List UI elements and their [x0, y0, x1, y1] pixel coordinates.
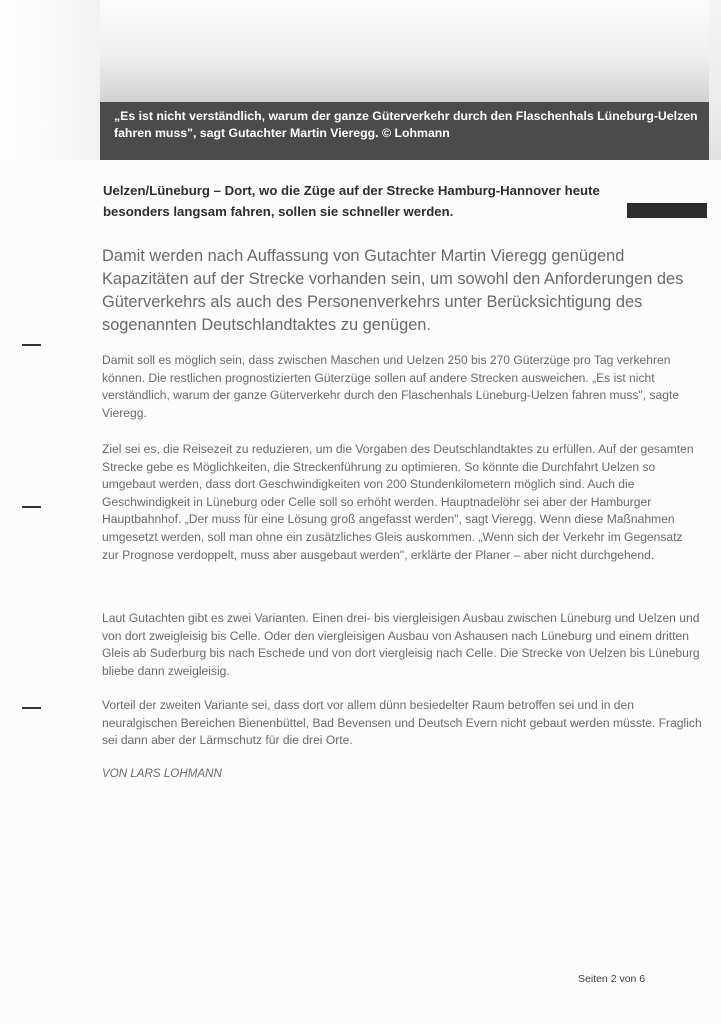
redaction-bar [627, 203, 707, 218]
margin-mark [22, 506, 41, 508]
article-photo [0, 0, 721, 160]
photo-caption-box [100, 102, 709, 160]
article-byline: VON LARS LOHMANN [102, 767, 222, 780]
article-paragraph: Ziel sei es, die Reisezeit zu reduzieren, um die Vorgaben des Deutschlandtaktes zu erfüllen. Auf der gesamten Strecke gebe es Möglichkeiten, die Streckenführung zu optimieren. So könnte die Durchfahrt Uelzen so umgebaut werden, dass dort Geschwindigkeiten von 200 Stundenkilometern möglich sind. Auch die Geschwindigkeit in Lüneburg oder Celle soll so erhöht werden. Hauptnadelöhr sei aber der Hamburger Hauptbahnhof. „Der muss für eine Lösung groß angefasst werden", sagt Vieregg. Wenn diese Maßnahmen umgesetzt werden, soll man ohne ein zusätzliches Gleis auskommen. „Wenn sich der Verkehr im Gegensatz zur Prognose verdoppelt, muss aber ausgebaut werden", erklärte der Planer – aber nicht durchgehend. [102, 442, 694, 562]
article-lede: Uelzen/Lüneburg – Dort, wo die Züge auf der Strecke Hamburg-Hannover heute besonders langsam fahren, sollen sie schneller werden. [103, 183, 600, 219]
margin-mark [22, 707, 41, 709]
photo-background [0, 0, 100, 160]
photo-caption: „Es ist nicht verständlich, warum der ganze Güterverkehr durch den Flaschenhals Lüneburg-Uelzen fahren muss", sagt Gutachter Martin Vieregg. © Lohmann [114, 109, 698, 140]
article-paragraph: Damit soll es möglich sein, dass zwischen Maschen und Uelzen 250 bis 270 Güterzüge pro Tag verkehren können. Die restlichen prognostizierten Güterzüge sollen auf andere Strecken ausweichen. „Es ist nicht verständlich, warum der ganze Güterverkehr durch den Flaschenhals Lüneburg-Uelzen fahren muss", sagte Vieregg. [102, 353, 680, 420]
article-intro: Damit werden nach Auffassung von Gutachter Martin Vieregg genügend Kapazitäten auf der Strecke vorhanden sein, um sowohl den Anforderungen des Güterverkehrs als auch des Personenverkehrs unter Berücksichtigung des sogenannten Deutschlandtaktes zu genügen. [102, 247, 684, 334]
article-paragraph: Laut Gutachten gibt es zwei Varianten. Einen drei- bis viergleisigen Ausbau zwischen Lüneburg und Uelzen und von dort zweigleisig bis Celle. Oder den viergleisigen Ausbau von Ashausen nach Lüneburg und einem dritten Gleis ab Suderburg bis nach Eschede und von dort viergleisig nach Celle. Die Strecke von Uelzen bis Lüneburg bliebe dann zweigleisig. [102, 611, 700, 678]
photo-image-area [100, 0, 709, 102]
page-number: Seiten 2 von 6 [578, 973, 646, 985]
article-paragraph: Vorteil der zweiten Variante sei, dass dort vor allem dünn besiedelter Raum betroffen sei und in den neuralgischen Bereichen Bienenbüttel, Bad Bevensen und Deutsch Evern nicht gebaut werden müsste. Fraglich sei dann aber der Lärmschutz für die drei Orte. [102, 698, 702, 748]
margin-mark [22, 344, 41, 346]
